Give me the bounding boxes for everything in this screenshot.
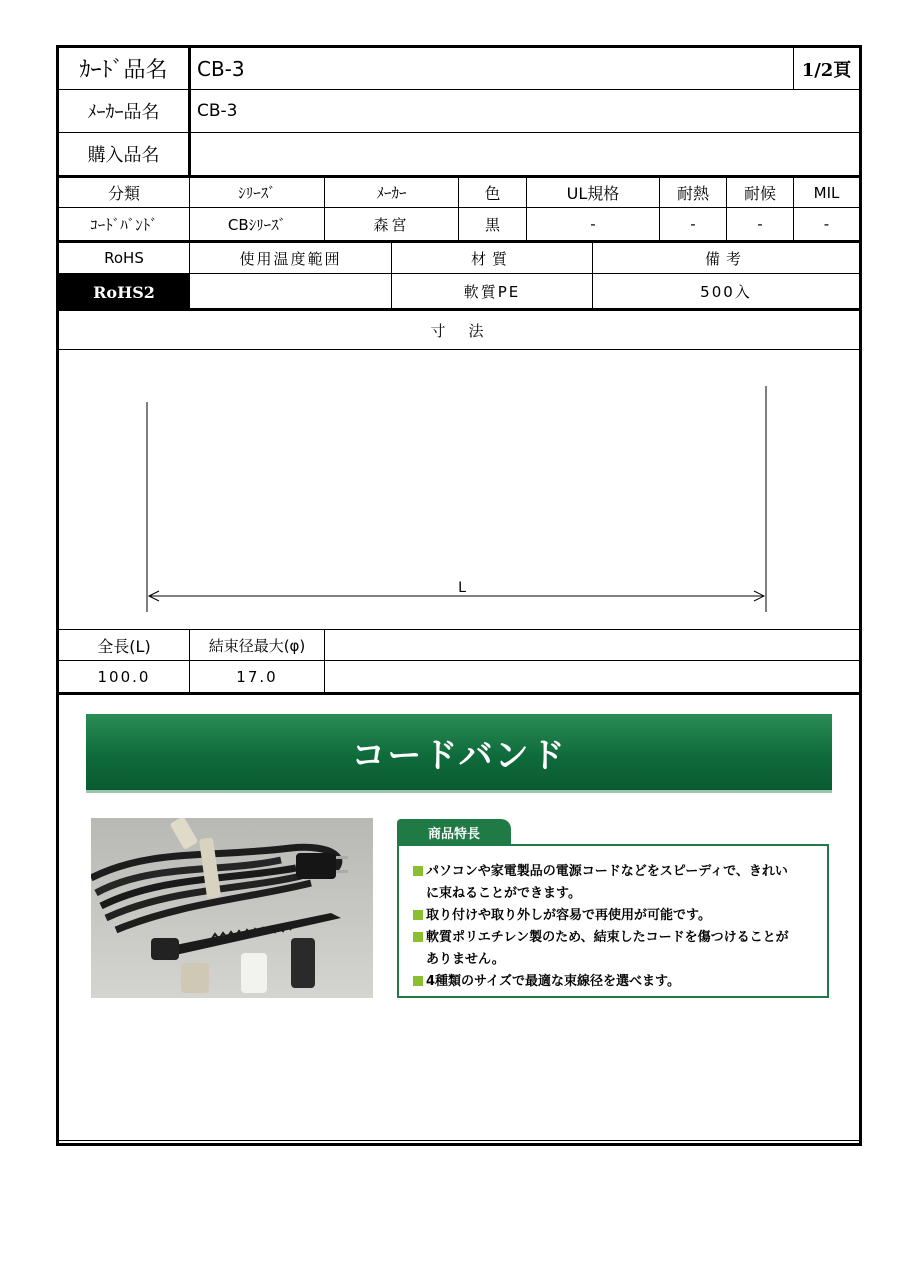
- feature-item: [413, 860, 788, 879]
- spec-value-heat: -: [690, 215, 696, 233]
- feature-text: 4種類のサイズで最適な束線径を選べます。: [426, 974, 680, 989]
- purchase-name-label: 購入品名: [87, 145, 160, 166]
- material-header-remarks: 備考: [704, 249, 747, 268]
- bullet-icon: [413, 976, 423, 986]
- dimensions-title: 寸 法: [430, 322, 488, 340]
- spec-header-series: ｼﾘｰｽﾞ: [238, 184, 276, 202]
- feature-item: [413, 926, 789, 945]
- feature-text: に束ねることができます。: [426, 886, 581, 901]
- frame-right: [859, 45, 862, 1146]
- material-header-temp: 使用温度範囲: [239, 249, 342, 268]
- length-label: L: [458, 580, 466, 596]
- spec-header-weather: 耐候: [743, 184, 776, 203]
- size-value-diameter: 17.0: [236, 667, 278, 686]
- features-box: [397, 844, 829, 998]
- material-value-material: 軟質PE: [463, 282, 521, 301]
- spec-value-mil: -: [823, 215, 830, 233]
- maker-part-label: ﾒｰｶｰ品名: [87, 102, 160, 123]
- feature-text: 軟質ポリエチレン製のため、結束したコードを傷つけることが: [426, 930, 789, 945]
- product-banner: [86, 714, 832, 793]
- row-divider: [56, 692, 862, 695]
- spec-header-color: 色: [484, 184, 501, 203]
- size-header-empty: [325, 630, 859, 660]
- spec-value-weather: -: [757, 215, 763, 233]
- feature-item-continued: [426, 948, 505, 967]
- feature-item-continued: [426, 882, 581, 901]
- purchase-name-value: [191, 133, 851, 175]
- product-photo: [91, 818, 373, 998]
- feature-item: [413, 970, 680, 989]
- card-name-label: ｶｰﾄﾞ品名: [79, 58, 168, 83]
- material-value-temp: [190, 274, 391, 308]
- row-divider: [188, 308, 862, 311]
- material-header-material: 材質: [470, 249, 513, 268]
- frame-bottom: [56, 1143, 862, 1146]
- size-value-length: 100.0: [97, 667, 151, 686]
- spec-header-maker: ﾒｰｶｰ: [376, 184, 407, 202]
- size-header-diameter: 結束径最大(φ): [208, 636, 306, 655]
- maker-part-value: CB-3: [197, 101, 238, 121]
- spec-header-ul: UL規格: [566, 184, 620, 203]
- size-value-empty: [325, 661, 859, 692]
- banner-title: コードバンド: [351, 735, 567, 776]
- size-header-length: 全長(L): [97, 636, 151, 656]
- material-header-rohs: RoHS: [104, 249, 144, 267]
- page-indicator: 1/2頁: [801, 59, 852, 81]
- spec-value-series: CBｼﾘｰｽﾞ: [227, 215, 287, 234]
- frame-bottom-inner: [56, 1140, 862, 1141]
- spec-value-maker: 森宮: [373, 215, 410, 234]
- feature-text: パソコンや家電製品の電源コードなどをスピーディで、きれい: [426, 864, 788, 879]
- rohs-status-badge: RoHS2: [59, 274, 189, 311]
- feature-item: [413, 904, 711, 923]
- features-tab: 商品特長: [397, 819, 511, 845]
- material-value-remarks: 500入: [700, 282, 752, 301]
- feature-text: 取り付けや取り外しが容易で再使用が可能です。: [426, 908, 711, 923]
- bullet-icon: [413, 932, 423, 942]
- spec-value-color: 黒: [484, 215, 500, 234]
- spec-value-category: ｺｰﾄﾞﾊﾞﾝﾄﾞ: [90, 215, 158, 234]
- card-name-value: CB-3: [197, 56, 245, 81]
- spec-value-ul: -: [590, 215, 596, 233]
- spec-header-heat: 耐熱: [676, 184, 709, 203]
- bullet-icon: [413, 910, 423, 920]
- spec-header-category: 分類: [107, 184, 140, 203]
- spec-header-mil: MIL: [813, 183, 840, 202]
- bullet-icon: [413, 866, 423, 876]
- feature-text: ありません。: [426, 952, 505, 967]
